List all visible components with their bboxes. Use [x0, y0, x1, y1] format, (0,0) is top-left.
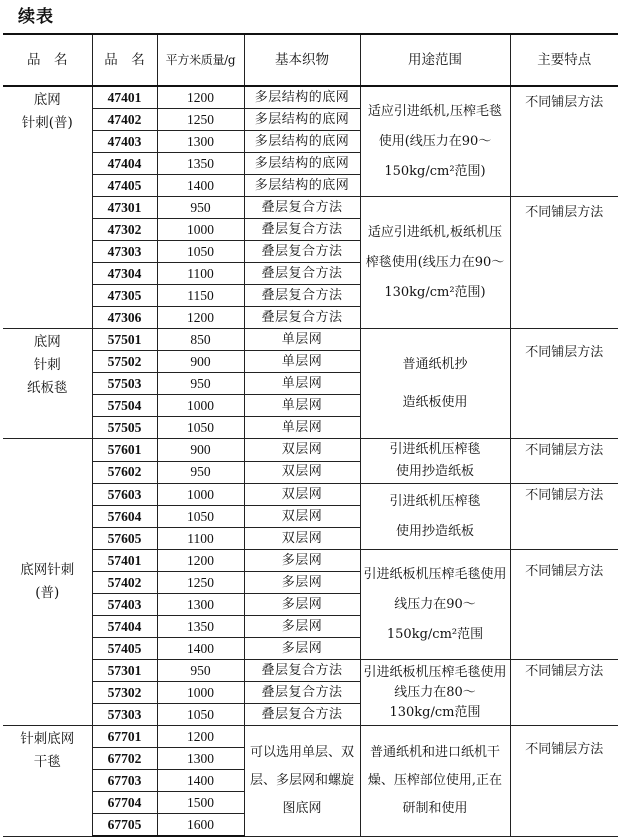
feature-cell: 不同铺层方法	[510, 484, 618, 550]
feature-cell: 不同铺层方法	[510, 660, 618, 726]
code-cell: 57402	[92, 572, 157, 594]
category-cell: 针刺底网 干毯	[3, 726, 92, 837]
code-cell: 67702	[92, 748, 157, 770]
code-cell: 57502	[92, 351, 157, 373]
fabric-cell: 多层网	[244, 572, 360, 594]
code-cell: 57503	[92, 373, 157, 395]
code-cell: 57605	[92, 528, 157, 550]
mass-cell: 1600	[157, 814, 244, 837]
code-cell: 47304	[92, 263, 157, 285]
code-cell: 57405	[92, 638, 157, 660]
category-cell: 底网 针刺(普)	[3, 86, 92, 329]
fabric-cell: 多层结构的底网	[244, 175, 360, 197]
felt-spec-table	[3, 33, 618, 837]
fabric-cell: 单层网	[244, 329, 360, 351]
mass-cell: 1100	[157, 528, 244, 550]
header-mass: 平方米质量/g	[157, 34, 244, 86]
mass-cell: 1050	[157, 417, 244, 439]
mass-cell: 1400	[157, 638, 244, 660]
mass-cell: 1150	[157, 285, 244, 307]
mass-cell: 1400	[157, 175, 244, 197]
fabric-cell: 双层网	[244, 439, 360, 462]
code-cell: 67703	[92, 770, 157, 792]
code-cell: 57501	[92, 329, 157, 351]
feature-cell: 不同铺层方法	[510, 726, 618, 837]
mass-cell: 1050	[157, 704, 244, 726]
feature-cell: 不同铺层方法	[510, 197, 618, 329]
fabric-cell: 单层网	[244, 417, 360, 439]
category-cell: 底网 针刺 纸板毯	[3, 329, 92, 439]
fabric-cell: 多层结构的底网	[244, 153, 360, 175]
code-cell: 57601	[92, 439, 157, 462]
code-cell: 47302	[92, 219, 157, 241]
table-caption: 续表	[18, 7, 54, 27]
fabric-cell: 叠层复合方法	[244, 307, 360, 329]
table-row	[3, 439, 618, 462]
header-row	[3, 34, 618, 86]
mass-cell: 1350	[157, 616, 244, 638]
usage-cell: 普通纸机和进口纸机干燥、压榨部位使用,正在研制和使用	[360, 726, 510, 837]
usage-cell: 适应引进纸机,压榨毛毯使用(线压力在90～150kg/cm²范围)	[360, 86, 510, 197]
code-cell: 57401	[92, 550, 157, 572]
fabric-cell: 叠层复合方法	[244, 704, 360, 726]
header-feature: 主要特点	[510, 34, 618, 86]
usage-cell: 引进纸机压榨毯 使用抄造纸板	[360, 439, 510, 484]
usage-cell: 普通纸机抄 造纸板使用	[360, 329, 510, 439]
code-cell: 47301	[92, 197, 157, 219]
header-usage: 用途范围	[360, 34, 510, 86]
mass-cell: 1200	[157, 86, 244, 109]
fabric-cell: 单层网	[244, 373, 360, 395]
usage-cell: 引进纸机压榨毯 使用抄造纸板	[360, 484, 510, 550]
fabric-cell: 多层结构的底网	[244, 131, 360, 153]
code-cell: 47306	[92, 307, 157, 329]
code-cell: 57303	[92, 704, 157, 726]
fabric-cell: 叠层复合方法	[244, 219, 360, 241]
mass-cell: 1000	[157, 219, 244, 241]
mass-cell: 1200	[157, 550, 244, 572]
mass-cell: 1250	[157, 572, 244, 594]
mass-cell: 1350	[157, 153, 244, 175]
table-row	[3, 197, 618, 219]
fabric-cell: 双层网	[244, 506, 360, 528]
mass-cell: 1300	[157, 748, 244, 770]
usage-cell: 引进纸板机压榨毛毯使用线压力在90～150kg/cm²范围	[360, 550, 510, 660]
fabric-cell: 多层网	[244, 616, 360, 638]
code-cell: 57403	[92, 594, 157, 616]
fabric-cell: 双层网	[244, 528, 360, 550]
usage-cell: 适应引进纸机,板纸机压榨毯使用(线压力在90～130kg/cm²范围)	[360, 197, 510, 329]
fabric-cell: 单层网	[244, 395, 360, 417]
code-cell: 47305	[92, 285, 157, 307]
table-row	[3, 550, 618, 572]
code-cell: 57504	[92, 395, 157, 417]
usage-cell: 引进纸板机压榨毛毯使用线压力在80～130kg/cm范围	[360, 660, 510, 726]
fabric-cell: 多层结构的底网	[244, 109, 360, 131]
mass-cell: 900	[157, 351, 244, 373]
mass-cell: 950	[157, 197, 244, 219]
code-cell: 47303	[92, 241, 157, 263]
mass-cell: 1500	[157, 792, 244, 814]
code-cell: 57505	[92, 417, 157, 439]
mass-cell: 900	[157, 439, 244, 462]
header-category: 品 名	[3, 34, 92, 86]
mass-cell: 1300	[157, 594, 244, 616]
mass-cell: 950	[157, 373, 244, 395]
code-cell: 57302	[92, 682, 157, 704]
feature-cell: 不同铺层方法	[510, 86, 618, 197]
mass-cell: 1300	[157, 131, 244, 153]
header-fabric: 基本织物	[244, 34, 360, 86]
feature-cell: 不同铺层方法	[510, 550, 618, 660]
mass-cell: 950	[157, 461, 244, 484]
table-row	[3, 726, 618, 748]
feature-cell: 不同铺层方法	[510, 329, 618, 439]
header-code: 品 名	[92, 34, 157, 86]
code-cell: 57604	[92, 506, 157, 528]
fabric-cell: 叠层复合方法	[244, 241, 360, 263]
category-cell: 底网针刺 (普)	[3, 439, 92, 726]
fabric-cell: 多层结构的底网	[244, 86, 360, 109]
code-cell: 47404	[92, 153, 157, 175]
code-cell: 67705	[92, 814, 157, 837]
table-row	[3, 329, 618, 351]
mass-cell: 1200	[157, 726, 244, 748]
code-cell: 47401	[92, 86, 157, 109]
code-cell: 57301	[92, 660, 157, 682]
code-cell: 57602	[92, 461, 157, 484]
fabric-cell: 单层网	[244, 351, 360, 373]
code-cell: 57603	[92, 484, 157, 506]
code-cell: 57404	[92, 616, 157, 638]
fabric-cell: 可以选用单层、双层、多层网和螺旋图底网	[244, 726, 360, 837]
code-cell: 47403	[92, 131, 157, 153]
code-cell: 67704	[92, 792, 157, 814]
fabric-cell: 双层网	[244, 484, 360, 506]
mass-cell: 1050	[157, 506, 244, 528]
mass-cell: 1400	[157, 770, 244, 792]
mass-cell: 1200	[157, 307, 244, 329]
fabric-cell: 叠层复合方法	[244, 660, 360, 682]
mass-cell: 1000	[157, 395, 244, 417]
fabric-cell: 多层网	[244, 550, 360, 572]
fabric-cell: 叠层复合方法	[244, 682, 360, 704]
fabric-cell: 叠层复合方法	[244, 285, 360, 307]
table-row	[3, 484, 618, 506]
fabric-cell: 多层网	[244, 638, 360, 660]
mass-cell: 1000	[157, 484, 244, 506]
code-cell: 47405	[92, 175, 157, 197]
fabric-cell: 多层网	[244, 594, 360, 616]
mass-cell: 1100	[157, 263, 244, 285]
fabric-cell: 叠层复合方法	[244, 263, 360, 285]
mass-cell: 950	[157, 660, 244, 682]
table-row	[3, 86, 618, 109]
mass-cell: 850	[157, 329, 244, 351]
mass-cell: 1050	[157, 241, 244, 263]
mass-cell: 1250	[157, 109, 244, 131]
fabric-cell: 双层网	[244, 461, 360, 484]
code-cell: 47402	[92, 109, 157, 131]
code-cell: 67701	[92, 726, 157, 748]
mass-cell: 1000	[157, 682, 244, 704]
feature-cell: 不同铺层方法	[510, 439, 618, 484]
table-row	[3, 660, 618, 682]
fabric-cell: 叠层复合方法	[244, 197, 360, 219]
